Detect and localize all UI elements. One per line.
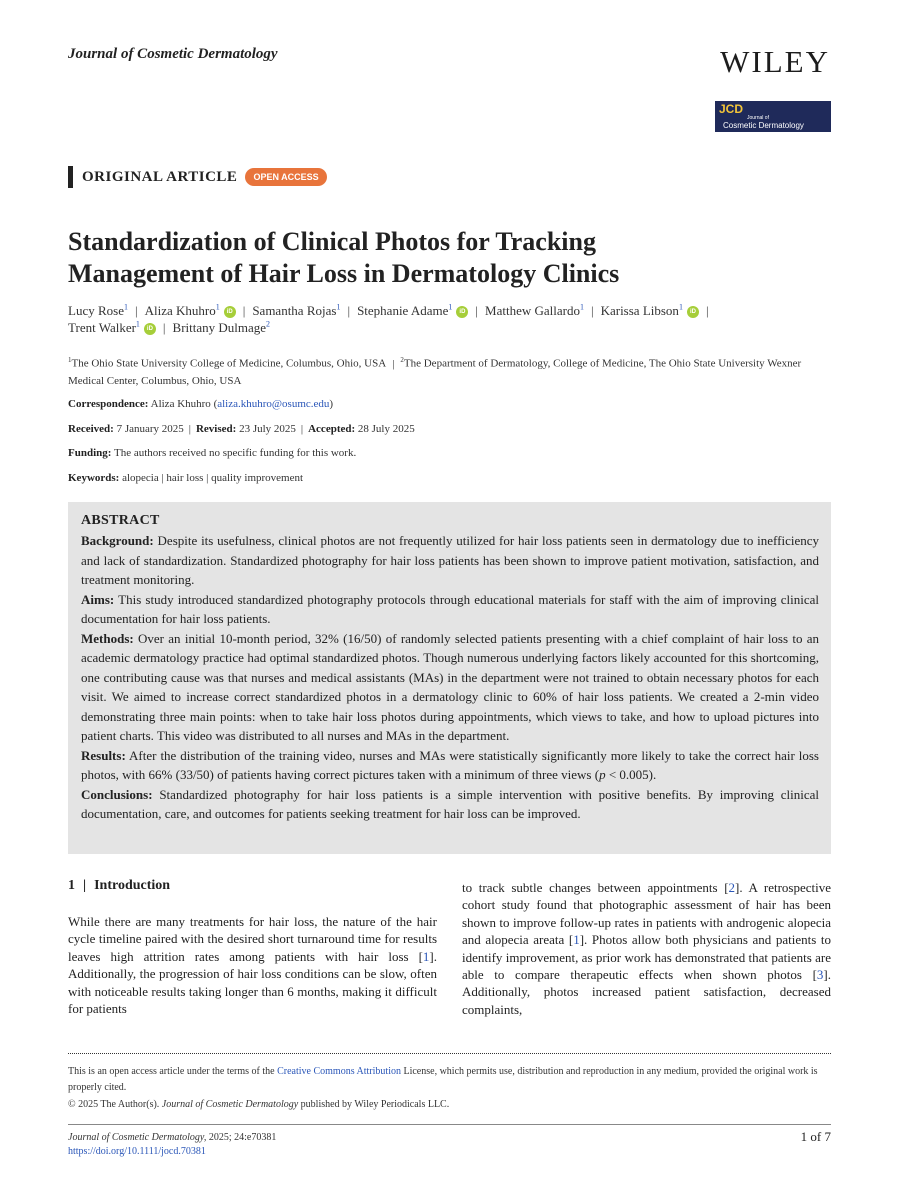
article-type: ORIGINAL ARTICLE bbox=[82, 168, 238, 185]
author-name[interactable]: Karissa Libson$^1$ bbox=[600, 302, 683, 318]
keywords: Keywords: alopecia | hair loss | quality improvement bbox=[68, 472, 304, 484]
orcid-icon[interactable]: iD bbox=[224, 306, 236, 318]
open-access-badge: OPEN ACCESS bbox=[245, 168, 326, 186]
dates: Received: 7 January 2025 | Revised: 23 July 2025 | Accepted: 28 July 2025 bbox=[68, 423, 415, 435]
abstract-conclusions: Conclusions: Standardized photography for hair loss patients is a simple intervention with positive benefits. By improving clinical documentation, care, and outcomes for patients seeking treatment for hair loss can be improved. bbox=[81, 786, 819, 821]
article-type-row bbox=[68, 166, 327, 188]
author-name[interactable]: Matthew Gallardo$^1$ bbox=[485, 302, 584, 318]
abstract-box bbox=[68, 502, 831, 854]
article-title bbox=[68, 226, 808, 290]
funding: Funding: The authors received no specific funding for this work. bbox=[68, 447, 357, 459]
author-name[interactable]: Aliza Khuhro$^1$ bbox=[144, 302, 220, 318]
abstract-heading: ABSTRACT bbox=[81, 513, 160, 528]
copyright-text: © 2025 The Author(s). Journal of Cosmetic Dermatology published by Wiley Periodicals LLC. bbox=[68, 1099, 450, 1110]
abstract-aims: Aims: This study introduced standardized photography protocols through educational materials for staff with the aim of improving clinical documentation for hair loss patients. bbox=[81, 591, 819, 626]
author-name[interactable]: Brittany Dulmage$^2$ bbox=[172, 319, 271, 335]
journal-logo-line1: Journal of bbox=[747, 115, 769, 121]
journal-name: Journal of Cosmetic Dermatology bbox=[68, 46, 278, 62]
reference-link[interactable]: 2 bbox=[728, 880, 736, 895]
abstract-results: Results: After the distribution of the training video, nurses and MAs were statistically significantly more likely to take the correct hair loss photos, with 66% (33/50) of patients having correct pictures taken with a minimum of three views (p < 0.005). bbox=[81, 747, 819, 782]
footer-divider bbox=[68, 1124, 831, 1125]
journal-logo bbox=[715, 101, 831, 132]
author-name[interactable]: Stephanie Adame$^1$ bbox=[357, 302, 453, 318]
orcid-icon[interactable]: iD bbox=[456, 306, 468, 318]
author-name[interactable]: Samantha Rojas$^1$ bbox=[252, 302, 341, 318]
orcid-icon[interactable]: iD bbox=[144, 323, 156, 335]
page-number: 1 of 7 bbox=[800, 1129, 831, 1144]
doi-link[interactable]: https://doi.org/10.1111/jocd.70381 bbox=[68, 1146, 206, 1157]
license-divider bbox=[68, 1053, 831, 1054]
correspondence: Correspondence: Aliza Khuhro (aliza.khuhro@osumc.edu) bbox=[68, 398, 334, 410]
email-link[interactable]: aliza.khuhro@osumc.edu bbox=[217, 398, 330, 410]
journal-logo-abbr: JCD bbox=[719, 102, 744, 116]
intro-right-column: to track subtle changes between appointments [2]. A retrospective cohort study found that photographic assessment of hair has been shown to improve follow-up rates in patients with androgenic alopecia and alopecia areata [1]. Photos allow both physicians and patients to identify improvement, as prior work has demonstrated that patients are able to compare therapeutic effects when shown photos [3]. Additionally, photos increased patient satisfaction, decreased complaints, bbox=[462, 880, 831, 1017]
journal-logo-line2: Cosmetic Dermatology bbox=[723, 121, 804, 130]
affiliations: $^1$The Ohio State University College of Medicine, Columbus, Ohio, USA | $^2$The Department of Dermatology, College of Medicine, The Ohio State University Wexner Medical Center, Columbus, Ohio, USA bbox=[68, 356, 802, 387]
footer-citation: Journal of Cosmetic Dermatology, 2025; 24:e70381 https://doi.org/10.1111/jocd.70381 bbox=[68, 1132, 277, 1157]
reference-link[interactable]: 3 bbox=[816, 967, 824, 983]
author-list: Lucy Rose$^1$ | Aliza Khuhro$^1$iD | Samantha Rojas$^1$ | Stephanie Adame$^1$iD | Matthew Gallardo$^1$ | Karissa Libson$^1$iD | Trent Walker$^1$iD | Brittany Dulmage$^2$ bbox=[68, 302, 709, 335]
section-heading-introduction: 1 | Introduction bbox=[68, 878, 171, 893]
reference-link[interactable]: 1 bbox=[422, 948, 430, 964]
abstract-background: Background: Despite its usefulness, clinical photos are not frequently utilized for hair loss patients seen in dermatology due to inefficiency and lack of standardization. Standardized photography for hair loss patients has been shown to improve patient motivation, satisfaction, and treatment monitoring. bbox=[81, 533, 820, 587]
cc-license-link[interactable]: Creative Commons Attribution bbox=[277, 1066, 401, 1077]
publisher-logo: WILEY bbox=[720, 44, 830, 79]
author-name[interactable]: Lucy Rose$^1$ bbox=[68, 302, 128, 318]
reference-link[interactable]: 1 bbox=[573, 932, 580, 948]
title-line-1: Standardization of Clinical Photos for Tracking bbox=[68, 227, 596, 256]
license-text: This is an open access article under the terms of the Creative Commons Attribution License, which permits use, distribution and reproduction in any medium, provided the original work is properly cited. bbox=[68, 1066, 818, 1093]
title-line-2: Management of Hair Loss in Dermatology Clinics bbox=[68, 259, 620, 288]
orcid-icon[interactable]: iD bbox=[687, 306, 699, 318]
article-type-bar bbox=[68, 166, 73, 188]
abstract-methods: Methods: Over an initial 10-month period, 32% (16/50) of randomly selected patients presenting with a chief complaint of hair loss to an academic dermatology practice had optimal standardized photos. Though numerous underlying factors likely accounted for this shortcoming, one contributing cause was that nurses and medical assistants (MAs) in the department were not trained to obtain necessary photos for each visit. We aimed to increase correct standardized photos in a dermatology clinic to 60% of hair loss patients. We created a 2-min video demonstrating three main points: when to take hair loss photos during appointments, which views to take, and how to upload pictures into patient charts. This video was distributed to all nurses and MAs in the department. bbox=[81, 630, 820, 743]
intro-left-column: While there are many treatments for hair loss, the nature of the hair cycle timeline paired with the desired short turnaround time for results leaves high attrition rates among patients with hair loss [1]. Additionally, the progression of hair loss conditions can be slow, often with noticeable results taking longer than 6 months, making it difficult for patients bbox=[68, 914, 437, 1017]
author-name[interactable]: Trent Walker$^1$ bbox=[68, 319, 140, 335]
